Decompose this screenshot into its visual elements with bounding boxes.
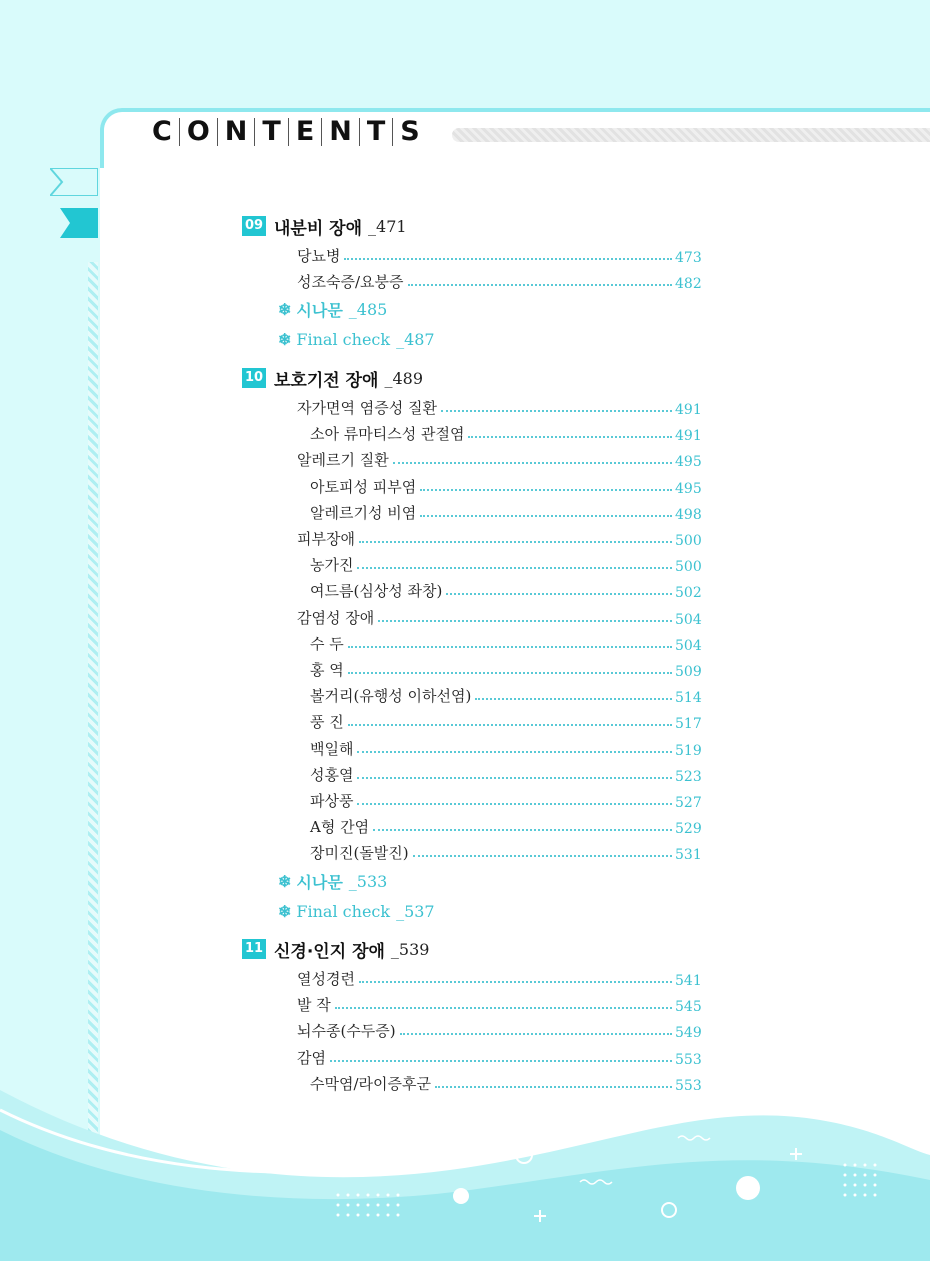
entry-label: 풍 진 bbox=[310, 713, 344, 732]
entry-label: 파상풍 bbox=[310, 792, 354, 810]
toc-entry[interactable] bbox=[310, 765, 702, 785]
toc-entry[interactable] bbox=[310, 555, 702, 576]
special-section-sinamun[interactable] bbox=[278, 298, 387, 320]
entry-page: 502 bbox=[675, 585, 702, 602]
title-letter: O bbox=[180, 118, 218, 146]
entry-label: 소아 류마티스성 관절염 bbox=[310, 425, 465, 444]
entry-label: 여드름(심상성 좌창) bbox=[310, 582, 443, 601]
chapter-title: 내분비 장애 bbox=[274, 218, 363, 239]
dot-leader bbox=[357, 777, 672, 779]
entry-label: 아토피성 피부염 bbox=[310, 477, 417, 496]
special-section-final-check[interactable] bbox=[278, 900, 435, 922]
toc-entry[interactable] bbox=[297, 995, 702, 1016]
entry-page: 519 bbox=[675, 742, 702, 759]
toc-entry[interactable] bbox=[297, 398, 702, 418]
entry-label: 수막염/라이증후군 bbox=[310, 1074, 431, 1093]
toc-entry[interactable] bbox=[310, 581, 702, 602]
chapter-page: _471 bbox=[368, 216, 407, 236]
title-letter: N bbox=[322, 118, 360, 146]
special-section-sinamun[interactable] bbox=[278, 870, 387, 892]
entry-label: 뇌수종(수두증) bbox=[297, 1022, 396, 1041]
entry-page: 553 bbox=[675, 1051, 702, 1068]
entry-page: 527 bbox=[675, 795, 702, 811]
ribbon-decoration bbox=[50, 168, 98, 196]
entry-label: A형 간염 bbox=[310, 818, 370, 837]
entry-page: 491 bbox=[675, 402, 702, 418]
dot-leader bbox=[359, 981, 672, 983]
special-page: _537 bbox=[396, 901, 435, 921]
entry-label: 열성경련 bbox=[297, 970, 355, 988]
entry-page: 549 bbox=[675, 1025, 702, 1042]
dot-leader bbox=[335, 1007, 672, 1009]
entry-page: 500 bbox=[675, 533, 702, 549]
dot-leader bbox=[348, 672, 672, 674]
dot-leader bbox=[420, 515, 672, 517]
dot-leader bbox=[378, 620, 672, 622]
dot-leader bbox=[475, 698, 672, 700]
toc-entry[interactable] bbox=[297, 969, 702, 989]
dot-leader bbox=[348, 646, 672, 648]
snowflake-icon: ❄ bbox=[278, 901, 292, 921]
dot-leader bbox=[348, 724, 672, 726]
toc-entry[interactable] bbox=[297, 272, 702, 293]
special-section-final-check[interactable] bbox=[278, 328, 435, 350]
special-label: Final check bbox=[296, 901, 391, 921]
dot-leader bbox=[357, 567, 672, 569]
chapter-number: 11 bbox=[242, 939, 266, 959]
entry-page: 495 bbox=[675, 480, 702, 497]
entry-page: 504 bbox=[675, 611, 702, 628]
entry-page: 495 bbox=[675, 454, 702, 471]
chapter-heading[interactable] bbox=[242, 215, 407, 237]
snowflake-icon: ❄ bbox=[278, 871, 292, 891]
special-page: _485 bbox=[348, 299, 388, 319]
title-letter: T bbox=[255, 118, 288, 146]
entry-label: 농가진 bbox=[310, 556, 354, 575]
entry-page: 498 bbox=[675, 506, 702, 523]
entry-label: 피부장애 bbox=[297, 530, 355, 548]
ribbon-decoration bbox=[60, 208, 98, 238]
title-letter: E bbox=[289, 118, 322, 146]
entry-page: 482 bbox=[675, 276, 702, 293]
entry-label: 알레르기 질환 bbox=[297, 451, 389, 470]
toc-entry[interactable] bbox=[310, 686, 702, 707]
toc-entry[interactable] bbox=[297, 1048, 702, 1068]
dot-leader bbox=[357, 751, 672, 753]
entry-page: 500 bbox=[675, 559, 702, 576]
entry-label: 자가면역 염증성 질환 bbox=[297, 399, 437, 417]
dot-leader bbox=[420, 489, 672, 491]
special-label: Final check bbox=[296, 329, 391, 349]
entry-page: 504 bbox=[675, 637, 702, 654]
entry-label: 성홍열 bbox=[310, 765, 354, 784]
dot-leader bbox=[330, 1060, 672, 1062]
toc-entry[interactable] bbox=[310, 634, 702, 654]
entry-page: 523 bbox=[675, 768, 702, 785]
chapter-page: _539 bbox=[390, 939, 430, 959]
chapter-heading[interactable] bbox=[242, 367, 423, 389]
dot-leader bbox=[357, 803, 672, 805]
entry-page: 531 bbox=[675, 847, 702, 864]
dot-leader bbox=[468, 436, 672, 438]
entry-page: 545 bbox=[675, 999, 702, 1016]
toc-entry[interactable] bbox=[297, 1021, 702, 1042]
dot-leader bbox=[344, 258, 672, 260]
page-title bbox=[152, 118, 427, 146]
dot-leader bbox=[408, 284, 673, 286]
side-stripe bbox=[88, 262, 98, 1142]
title-letter: T bbox=[360, 118, 393, 146]
toc-entry[interactable] bbox=[310, 660, 702, 680]
chapter-title: 신경·인지 장애 bbox=[274, 941, 385, 962]
entry-label: 당뇨병 bbox=[297, 247, 341, 265]
special-page: _487 bbox=[396, 329, 435, 349]
toc-entry[interactable] bbox=[297, 450, 702, 471]
title-letter: N bbox=[218, 118, 256, 146]
title-letter: C bbox=[152, 118, 180, 146]
special-page: _533 bbox=[348, 871, 388, 891]
toc-entry[interactable] bbox=[310, 791, 702, 811]
dot-leader bbox=[413, 855, 672, 857]
entry-page: 553 bbox=[675, 1077, 702, 1094]
entry-label: 성조숙증/요붕증 bbox=[297, 273, 404, 292]
toc-entry[interactable] bbox=[297, 608, 702, 628]
dot-leader bbox=[359, 541, 672, 543]
entry-page: 491 bbox=[675, 428, 702, 445]
toc-entry[interactable] bbox=[310, 843, 702, 864]
entry-page: 517 bbox=[675, 716, 702, 733]
toc-entry[interactable] bbox=[310, 424, 702, 445]
snowflake-icon: ❄ bbox=[278, 299, 292, 319]
entry-label: 백일해 bbox=[310, 739, 354, 758]
dot-leader bbox=[373, 829, 672, 831]
entry-page: 509 bbox=[675, 664, 702, 680]
toc-entry[interactable] bbox=[310, 817, 702, 838]
entry-label: 발 작 bbox=[297, 996, 331, 1015]
chapter-number: 10 bbox=[242, 368, 266, 388]
chapter-title: 보호기전 장애 bbox=[274, 370, 379, 391]
wave-decoration bbox=[0, 1077, 930, 1261]
toc-entry[interactable] bbox=[310, 477, 702, 497]
dot-leader bbox=[446, 593, 672, 595]
toc-entry[interactable] bbox=[310, 503, 702, 523]
snowflake-icon: ❄ bbox=[278, 329, 292, 349]
title-bar bbox=[452, 128, 930, 142]
toc-entry[interactable] bbox=[310, 712, 702, 733]
entry-label: 홍 역 bbox=[310, 661, 344, 679]
entry-label: 볼거리(유행성 이하선염) bbox=[310, 687, 472, 706]
entry-label: 알레르기성 비염 bbox=[310, 503, 417, 522]
special-label: 시나문 bbox=[296, 300, 343, 320]
entry-page: 529 bbox=[675, 821, 702, 838]
dot-leader bbox=[400, 1033, 672, 1035]
toc-entry[interactable] bbox=[297, 529, 702, 549]
chapter-number: 09 bbox=[242, 216, 266, 236]
toc-entry[interactable] bbox=[297, 246, 702, 266]
special-label: 시나문 bbox=[296, 872, 343, 892]
title-letter: S bbox=[400, 116, 420, 147]
entry-label: 장미진(돌발진) bbox=[310, 844, 409, 863]
entry-page: 514 bbox=[675, 690, 702, 707]
entry-page: 541 bbox=[675, 973, 702, 989]
chapter-heading[interactable] bbox=[242, 938, 429, 960]
entry-page: 473 bbox=[675, 250, 702, 266]
entry-label: 감염 bbox=[297, 1048, 326, 1067]
dot-leader bbox=[393, 462, 672, 464]
entry-label: 수 두 bbox=[310, 634, 344, 653]
toc-entry[interactable] bbox=[310, 739, 702, 759]
dot-leader bbox=[441, 410, 672, 412]
chapter-page: _489 bbox=[384, 368, 423, 388]
entry-label: 감염성 장애 bbox=[297, 608, 375, 627]
